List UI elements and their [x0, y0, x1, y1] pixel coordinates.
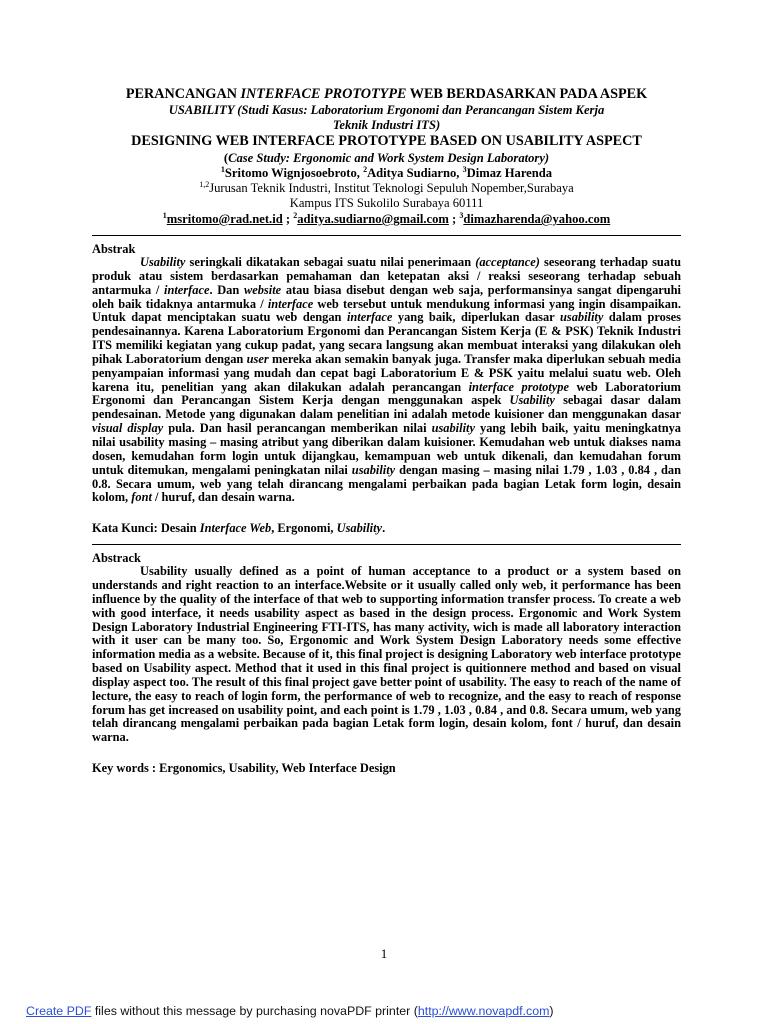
create-pdf-link[interactable]: Create PDF [26, 1004, 92, 1018]
title-line-2: USABILITY (Studi Kasus: Laboratorium Ergonomi dan Perancangan Sistem Kerja [168, 103, 605, 117]
abstrack-paragraph: Usability usually defined as a point of human acceptance to a product or a system based on understands and right reaction to an interface.Website or it usually called only web, it performance has been influence by the quality of the interface of that web to supporting information transfer process. To create a web with good interface, it needs usability aspect as based in the design process. Ergonomic and Work System Design Laboratory Industrial Engineering FTI-ITS, has many activity, wich is made all laboratory interaction with it user can be many too. So, Ergonomic and Work System Design Laboratory needs some effective information media as a website. Because of it, this final project is designing Laboratory web interface prototype based on Usability aspect. Method that it used in this final project is quitionnere method and based on visual display aspect too. The result of this final project gave better point of usability. The easy to reach of the name of lecture, the easy to reach of login form, the performance of web to recognize, and the easy to reach of response forum has get increased on usability point, and each point is 1.79 , 1.03 , 0.84 , and 0.8. Secara umum, web yang telah dirancang mengalami perbaikan pada bagian Letak form login, desain kolom, font / huruf, dan desain warna. [92, 564, 681, 745]
abstrak-paragraph: Usability seringkali dikatakan sebagai suatu nilai penerimaan (acceptance) seseorang terhadap suatu produk atau sistem berdasarkan pemahaman dan ketepatan aksi / reaksi seseorang terhadap sebuah antarmuka / interface. Dan website atau biasa disebut dengan web saja, performansinya sangat dipengaruhi oleh baik tidaknya antarmuka / interface web tersebut untuk mendukung informasi yang ingin disampaikan. Untuk dapat menciptakan suatu web dengan interface yang baik, diperlukan dasar usability dalam proses pendesainannya. Karena Laboratorium Ergonomi dan Perancangan Sistem Kerja (E & PSK) Teknik Industri ITS memiliki kegiatan yang cukup padat, yang secara langsung akan membuat interaksi yang dilakukan oleh pihak Laboratorium dengan user mereka akan semakin banyak juga. Transfer maka diperlukan sebuah media penyampaian informasi yang mudah dan cepat bagi Laboratorium E & PSK yaitu melalui suatu web. Oleh karena itu, penelitian yang akan dilakukan adalah perancangan interface prototype web Laboratorium Ergonomi dan Perancangan Sistem Kerja dengan menggunakan aspek Usability sebagai dasar dalam pendesainan. Metode yang digunakan dalam penelitian ini adalah metode kuisioner dan menggunakan dasar visual display pula. Dan hasil perancangan memberikan nilai usability yang lebih baik, yaitu meningkatnya nilai usability masing – masing atribut yang diberikan dalam kuisioner. Kemudahan web untuk diakses nama dosen, kemudahan form login untuk dijangkau, kemampuan web untuk dikenali, dan kemudahan forum untuk ditemukan, mengalami peningkatan nilai usability dengan masing – masing nilai 1.79 , 1.03 , 0.84 , dan 0.8. Secara umum, web yang telah dirancang mengalami perbaikan pada bagian Letak form login, desain kolom, font / huruf, dan desain warna. [92, 255, 681, 505]
novapdf-link[interactable]: http://www.novapdf.com [417, 1004, 550, 1018]
affiliation-line-1: $^{1,2}$Jurusan Teknik Industri, Institut Teknologi Sepuluh Nopember,Surabaya [199, 179, 574, 195]
abstrak-heading: Abstrak [92, 242, 136, 256]
email-link-2[interactable]: aditya.sudiarno@gmail.com [297, 212, 449, 226]
keywords: Key words : Ergonomics, Usability, Web Interface Design [92, 761, 396, 776]
email-list: $^1$msritomo@rad.net.id ; $^2$aditya.sudiarno@gmail.com ; $^3$dimazharenda@yahoo.com [162, 210, 611, 226]
page-number: 1 [380, 946, 388, 961]
divider-middle [92, 544, 681, 545]
english-title-line-2: (Case Study: Ergonomic and Work System Design Laboratory) [223, 151, 550, 165]
author-list: $^1$Sritomo Wignjosoebroto, $^2$Aditya Sudiarno, $^3$Dimaz Harenda [220, 164, 553, 180]
english-title-line-1: DESIGNING WEB INTERFACE PROTOTYPE BASED ON USABILITY ASPECT [131, 133, 642, 149]
email-link-3[interactable]: dimazharenda@yahoo.com [463, 212, 611, 226]
email-link-1[interactable]: msritomo@rad.net.id [166, 212, 283, 226]
divider-top [92, 235, 681, 236]
title-line-3: Teknik Industri ITS) [332, 118, 441, 132]
kata-kunci: Kata Kunci: Desain Interface Web, Ergonomi, Usability. [92, 521, 386, 536]
affiliation-line-2: Kampus ITS Sukolilo Surabaya 60111 [289, 196, 484, 210]
abstrack-heading: Abstrack [92, 551, 141, 566]
title-line-1: PERANCANGAN INTERFACE PROTOTYPE WEB BERDASARKAN PADA ASPEK [125, 86, 648, 102]
pdf-footer: Create PDF files without this message by purchasing novaPDF printer (http://www.novapdf.com) [26, 1004, 554, 1018]
paper-page [92, 86, 681, 775]
